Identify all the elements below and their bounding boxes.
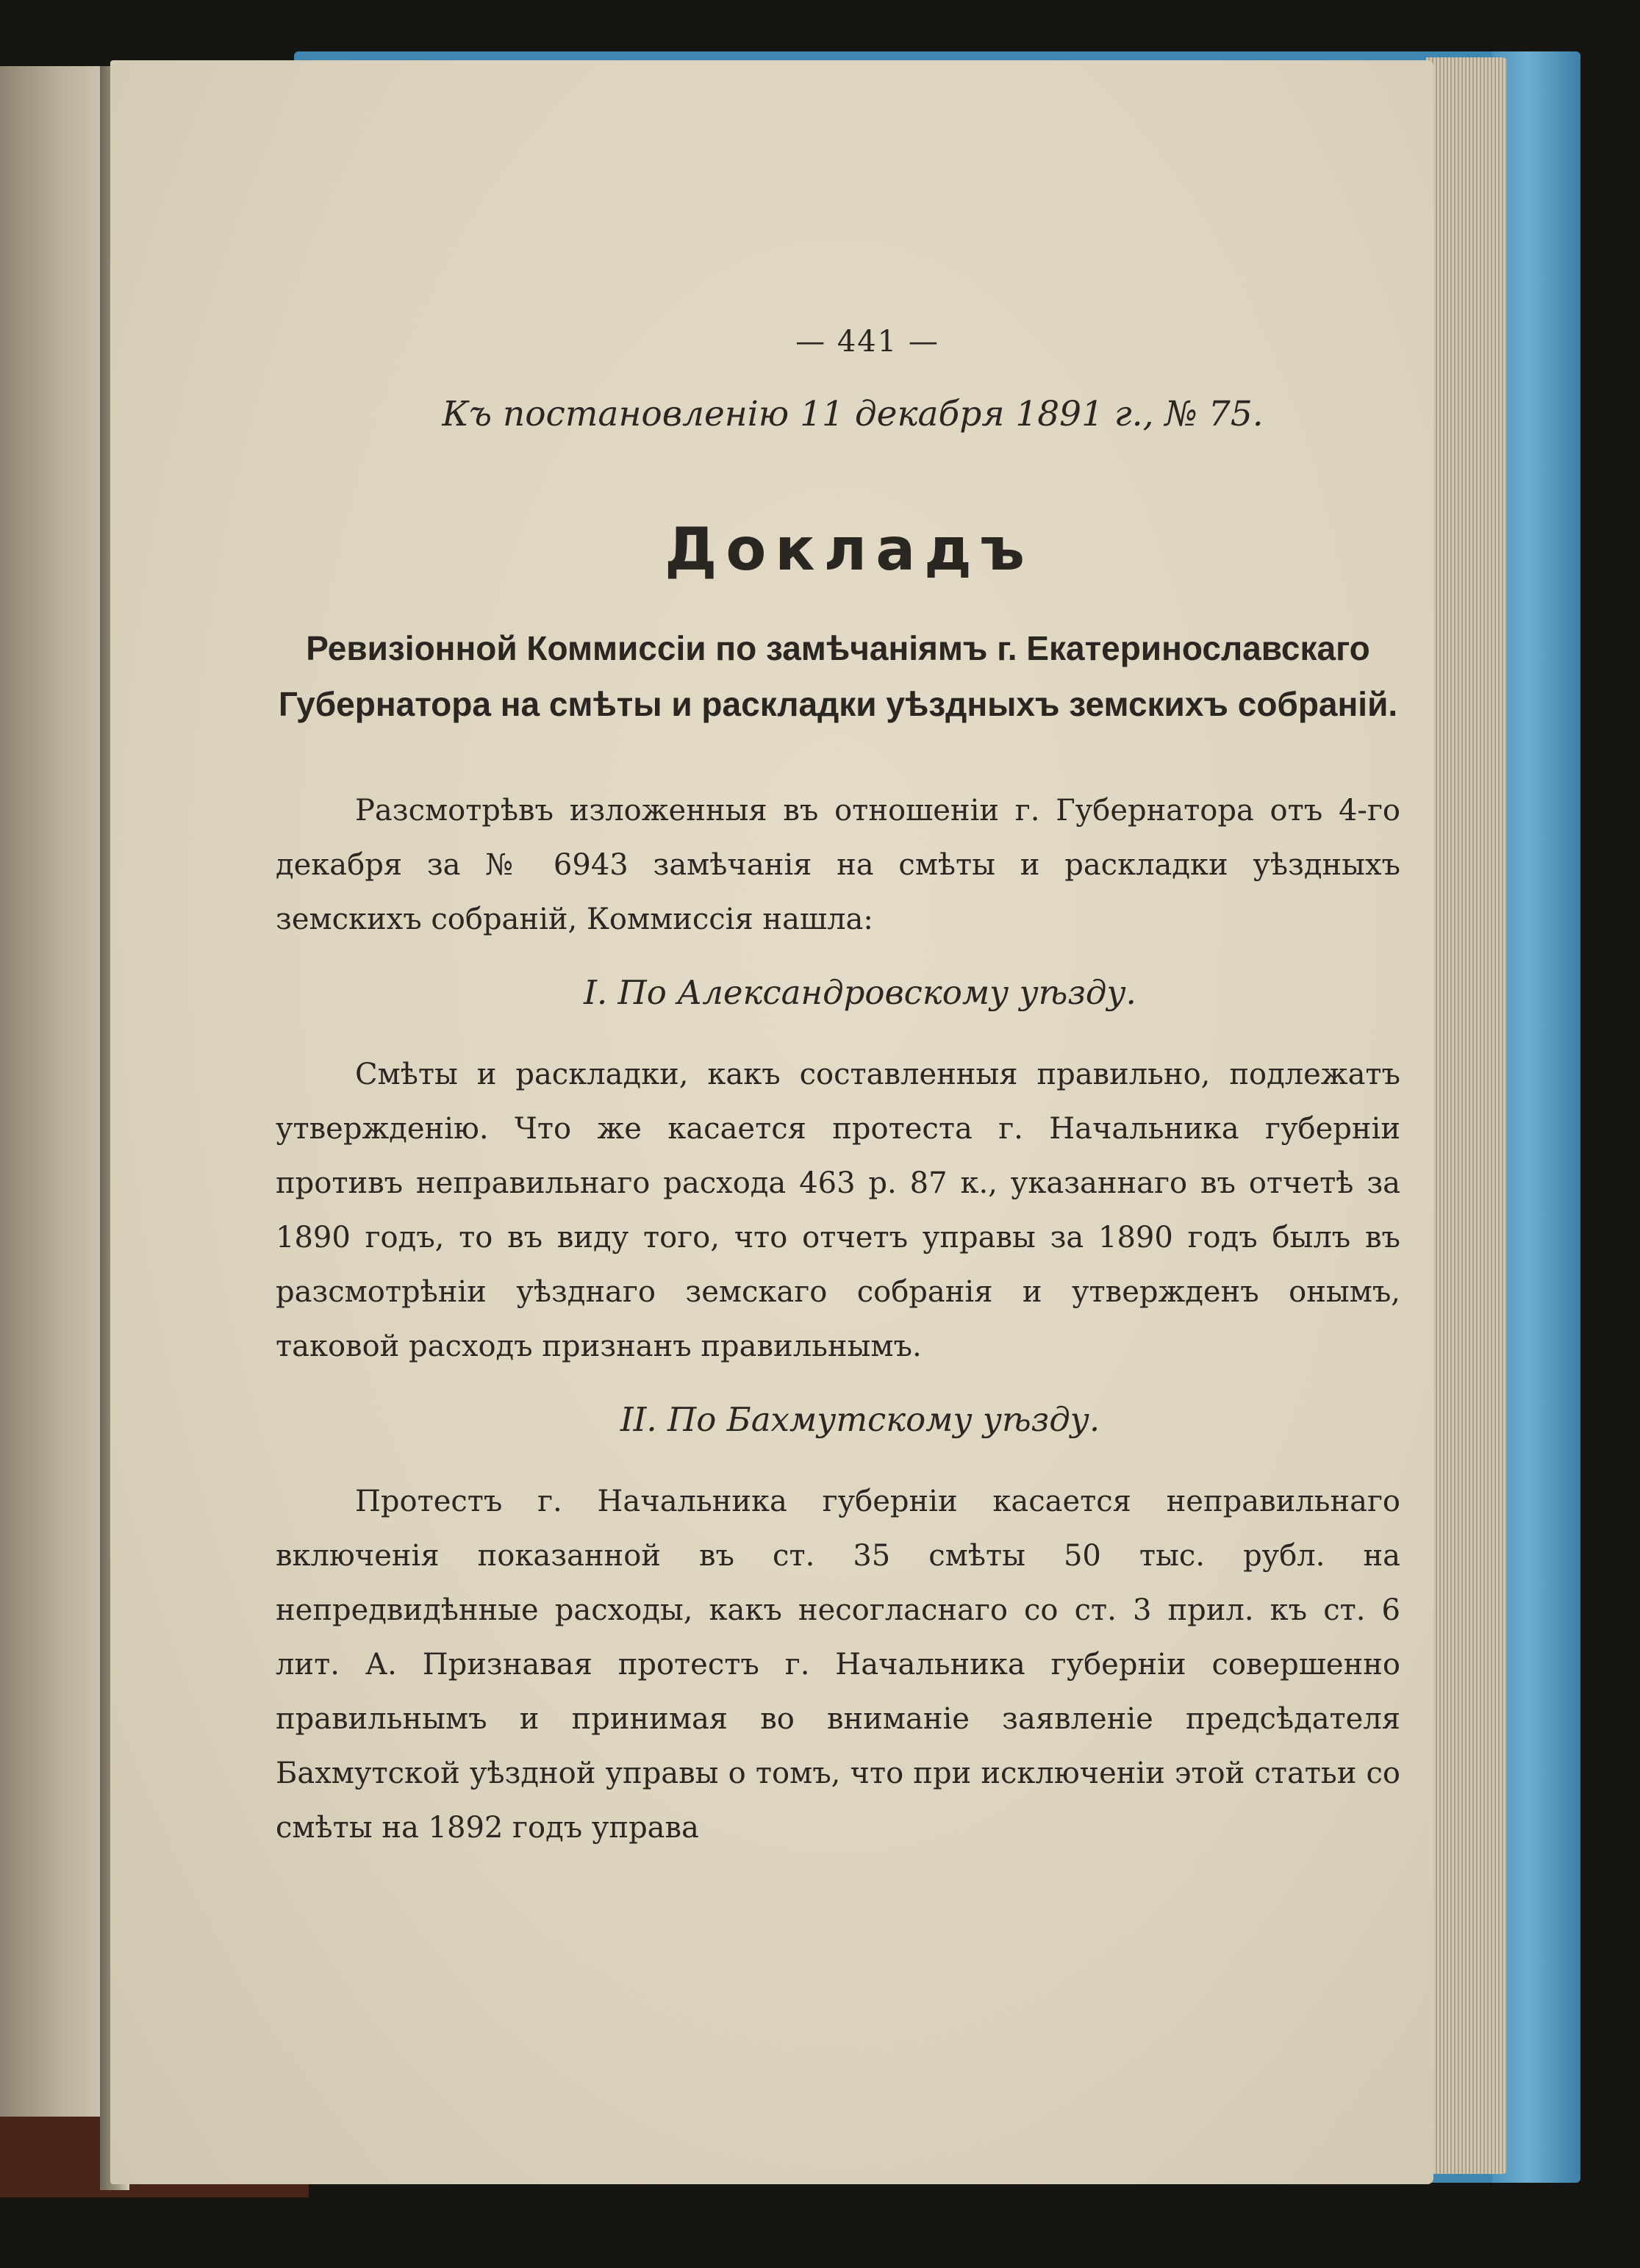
document-page (110, 60, 1433, 2184)
document-subtitle: Ревизіонной Коммиссіи по замѣчаніямъ г. Екатеринославскаго Губернатора на смѣты и раскладки уѣздныхъ земскихъ собраній. (278, 629, 1398, 723)
intro-paragraph: Разсмотрѣвъ изложенныя въ отношеніи г. Губернатора отъ 4-го декабря за № 6943 замѣчанія на смѣты и раскладки уѣздныхъ земскихъ собраній, Коммиссія нашла: (276, 794, 1400, 936)
section-paragraph-2: Протестъ г. Начальника губерніи касается неправильнаго включенія показанной въ ст. 35 смѣты 50 тыс. рубл. на непредвидѣнные расходы, какъ несогласнаго со ст. 3 прил. къ ст. 6 лит. А. Признавая протестъ г. Начальника губерніи совершенно правильнымъ и принимая во вниманіе заявленіе предсѣдателя Бахмутской уѣздной управы о томъ, что при исключеніи этой статьи со смѣты на 1892 годъ управа (276, 1485, 1400, 1845)
page-edges (1426, 57, 1507, 2174)
page-content (276, 325, 1400, 1855)
section-heading-2: II. По Бахмутскому уѣзду. (620, 1400, 1100, 1439)
document-title: Докладъ (665, 515, 1034, 584)
section-paragraph-1: Смѣты и раскладки, какъ составленныя правильно, подлежатъ утвержденію. Что же касается протеста г. Начальника губерніи противъ неправильнаго расхода 463 р. 87 к., указаннаго въ отчетѣ за 1890 годъ, то въ виду того, что отчетъ управы за 1890 годъ былъ въ разсмотрѣніи уѣзднаго земскаго собранія и утвержденъ онымъ, таковой расходъ признанъ правильнымъ. (276, 1058, 1400, 1363)
left-page-edge (0, 66, 110, 2190)
page-number: — 441 — (795, 325, 939, 359)
section-heading-1: I. По Александровскому уѣзду. (584, 973, 1136, 1012)
resolution-reference: Къ постановленію 11 декабря 1891 г., № 75. (442, 394, 1264, 434)
